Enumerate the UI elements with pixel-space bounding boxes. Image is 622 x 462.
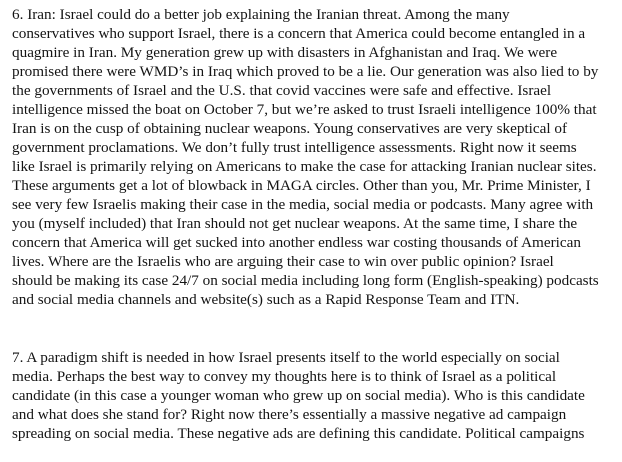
text-line: intelligence missed the boat on October 7, but we’re asked to trust Israeli intelligence 100% that bbox=[12, 101, 597, 118]
text-line: 6. Iran: Israel could do a better job explaining the Iranian threat. Among the many bbox=[12, 6, 510, 23]
text-line: Iran is on the cusp of obtaining nuclear weapons. Young conservatives are very skeptical of bbox=[12, 120, 568, 137]
text-line: These arguments get a lot of blowback in MAGA circles. Other than you, Mr. Prime Minister, I bbox=[12, 177, 591, 194]
text-line: see very few Israelis making their case in the media, social media or podcasts. Many agree with bbox=[12, 196, 594, 213]
text-line: like Israel is primarily relying on Americans to make the case for attacking Iranian nuclear sites. bbox=[12, 158, 597, 175]
text-line: candidate (in this case a younger woman who grew up on social media). Who is this candidate bbox=[12, 387, 585, 404]
text-line: promised there were WMD’s in Iraq which proved to be a lie. Our generation was also lied to by bbox=[12, 63, 599, 80]
text-line: you (myself included) that Iran should not get nuclear weapons. At the same time, I share the bbox=[12, 215, 578, 232]
text-line: lives. Where are the Israelis who are arguing their case to win over public opinion? Israel bbox=[12, 253, 554, 270]
text-line: 7. A paradigm shift is needed in how Israel presents itself to the world especially on social bbox=[12, 349, 560, 366]
text-line: media. Perhaps the best way to convey my thoughts here is to think of Israel as a political bbox=[12, 368, 557, 385]
text-line: the governments of Israel and the U.S. that covid vaccines were safe and effective. Israel bbox=[12, 82, 552, 99]
text-line: quagmire in Iran. My generation grew up with disasters in Afghanistan and Iraq. We were bbox=[12, 44, 558, 61]
text-line: concern that America will get sucked into another endless war costing thousands of American bbox=[12, 234, 581, 251]
text-line: and what does she stand for? Right now there’s essentially a massive negative ad campaign bbox=[12, 406, 567, 423]
text-line: conservatives who support Israel, there is a concern that America could become entangled in a bbox=[12, 25, 586, 42]
text-line: spreading on social media. These negative ads are defining this candidate. Political campaigns bbox=[12, 425, 585, 442]
text-line: and social media channels and website(s) such as a Rapid Response Team and ITN. bbox=[12, 291, 520, 308]
text-line: should be making its case 24/7 on social media including long form (English-speaking) podcasts bbox=[12, 272, 599, 289]
text-line: government proclamations. We don’t fully trust intelligence assessments. Right now it seems bbox=[12, 139, 577, 156]
